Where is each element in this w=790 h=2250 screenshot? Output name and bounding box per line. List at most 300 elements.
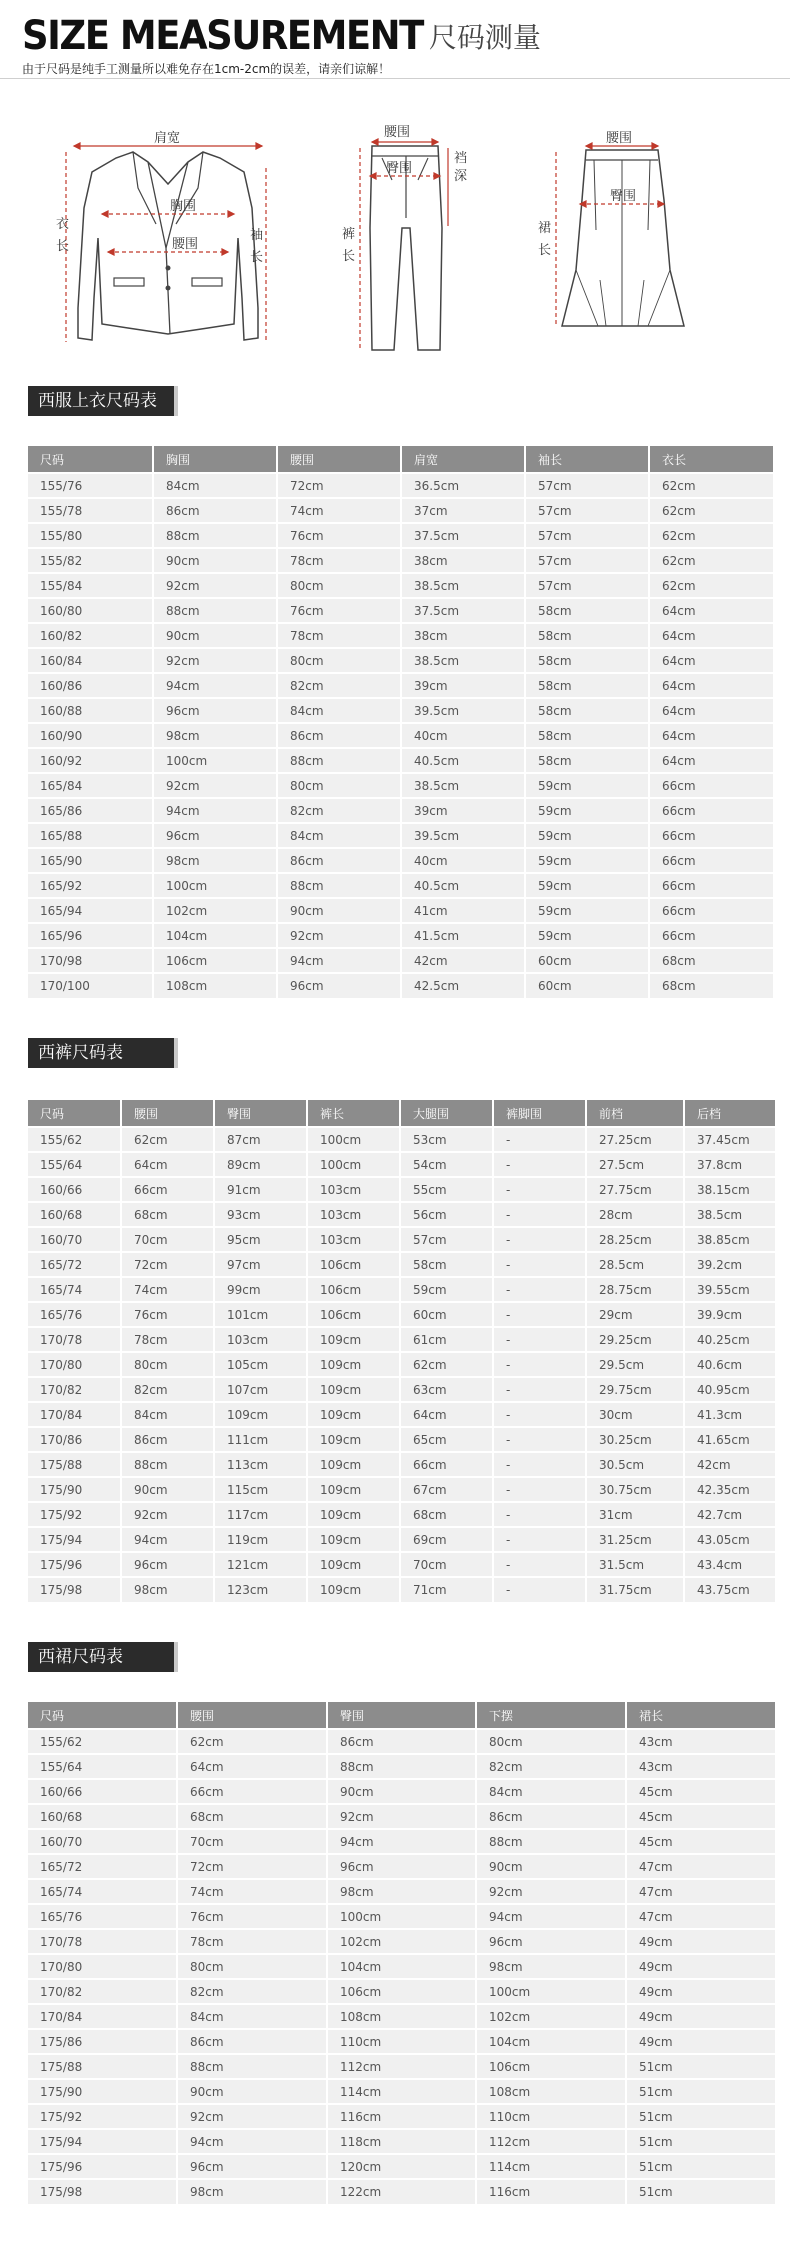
table-cell: 119cm [214,1527,307,1552]
table-cell: 165/90 [28,848,153,873]
table-cell: 58cm [400,1252,493,1277]
table-cell: 40.95cm [684,1377,775,1402]
table-cell: 64cm [400,1402,493,1427]
table-cell: 62cm [649,473,773,498]
table-cell: 59cm [525,773,649,798]
table-cell: 92cm [177,2104,327,2129]
table-cell: 86cm [277,723,401,748]
table-cell: 121cm [214,1552,307,1577]
table-cell: 86cm [476,1804,626,1829]
table-row [28,1552,775,1577]
table-cell: 39.2cm [684,1252,775,1277]
table-cell: 84cm [153,473,277,498]
table-cell: 155/76 [28,473,153,498]
table-cell: 170/86 [28,1427,121,1452]
table-row [28,1127,775,1152]
table-cell: 109cm [307,1552,400,1577]
table-cell: 109cm [307,1427,400,1452]
pants-hip-label: 臀围 [386,161,413,176]
table-cell: 175/96 [28,1552,121,1577]
table-cell: 45cm [626,1829,775,1854]
table-cell: 66cm [649,823,773,848]
table-cell: - [493,1552,586,1577]
table-cell: 51cm [626,2104,775,2129]
table-row [28,1929,775,1954]
table-cell: 28.75cm [586,1277,684,1302]
table-cell: 92cm [153,773,277,798]
table-cell: 170/100 [28,973,153,998]
table-cell: 165/72 [28,1252,121,1277]
table-cell: 29.25cm [586,1327,684,1352]
table-row [28,1979,775,2004]
table-cell: 90cm [153,548,277,573]
table-cell: 103cm [307,1227,400,1252]
table-row [28,473,773,498]
table-cell: 84cm [277,823,401,848]
table-cell: 68cm [649,948,773,973]
column-header: 腰围 [277,446,401,473]
table-cell: 155/82 [28,548,153,573]
table-cell: 100cm [153,748,277,773]
table-cell: 100cm [476,1979,626,2004]
column-header: 臀围 [214,1100,307,1127]
table-cell: 90cm [153,623,277,648]
table-cell: 43.4cm [684,1552,775,1577]
table-cell: 78cm [121,1327,214,1352]
table-cell: 155/64 [28,1152,121,1177]
table-cell: - [493,1227,586,1252]
table-cell: 165/84 [28,773,153,798]
table-cell: 102cm [476,2004,626,2029]
table-cell: 175/90 [28,2079,177,2104]
table-cell: 58cm [525,698,649,723]
table-cell: 175/98 [28,2179,177,2204]
table-cell: 37.5cm [401,598,525,623]
pants-rise-label-1: 裆 [454,151,468,166]
table-row [28,1829,775,1854]
table-cell: 49cm [626,1979,775,2004]
table-cell: 80cm [277,573,401,598]
table-cell: 96cm [277,973,401,998]
table-cell: 68cm [649,973,773,998]
table-cell: 80cm [277,648,401,673]
table-cell: 100cm [327,1904,476,1929]
table-cell: 71cm [400,1577,493,1602]
table-cell: 72cm [177,1854,327,1879]
table-cell: 80cm [277,773,401,798]
table-cell: 175/92 [28,2104,177,2129]
table-cell: 64cm [649,723,773,748]
table-cell: 41.65cm [684,1427,775,1452]
table-cell: 59cm [525,798,649,823]
table-cell: - [493,1252,586,1277]
table-cell: 82cm [277,798,401,823]
column-header: 裙长 [626,1702,775,1729]
table-row [28,948,773,973]
table-row [28,1779,775,1804]
jacket-table-title: 西服上衣尺码表 [28,386,174,416]
table-cell: 92cm [476,1879,626,1904]
table-cell: 106cm [153,948,277,973]
jacket-shoulder-label: 肩宽 [154,131,181,146]
table-cell: 47cm [626,1904,775,1929]
table-cell: 92cm [327,1804,476,1829]
column-header: 前档 [586,1100,684,1127]
table-cell: 37cm [401,498,525,523]
table-cell: 86cm [327,1729,476,1754]
table-cell: 68cm [177,1804,327,1829]
table-cell: 40cm [401,848,525,873]
skirt-length-label-2: 长 [538,243,552,258]
table-cell: 98cm [153,848,277,873]
column-header: 后档 [684,1100,775,1127]
table-cell: 62cm [121,1127,214,1152]
table-cell: - [493,1327,586,1352]
table-cell: 84cm [277,698,401,723]
table-cell: 88cm [121,1452,214,1477]
table-cell: 76cm [277,523,401,548]
table-cell: 47cm [626,1854,775,1879]
table-row [28,2029,775,2054]
table-row [28,2154,775,2179]
table-cell: - [493,1177,586,1202]
table-cell: 82cm [177,1979,327,2004]
table-cell: 84cm [121,1402,214,1427]
table-cell: 165/86 [28,798,153,823]
table-cell: 56cm [400,1202,493,1227]
table-cell: 42cm [684,1452,775,1477]
table-cell: 170/82 [28,1979,177,2004]
table-cell: 175/94 [28,2129,177,2154]
table-cell: 51cm [626,2179,775,2204]
table-cell: 109cm [307,1352,400,1377]
table-cell: 78cm [177,1929,327,1954]
jacket-size-table [28,446,773,998]
table-cell: 40.5cm [401,748,525,773]
table-cell: 90cm [277,898,401,923]
table-row [28,873,773,898]
table-cell: 59cm [525,848,649,873]
table-cell: 170/80 [28,1954,177,1979]
table-cell: 63cm [400,1377,493,1402]
table-cell: 57cm [525,523,649,548]
column-header: 下摆 [476,1702,626,1729]
table-cell: 155/62 [28,1729,177,1754]
table-cell: 43cm [626,1729,775,1754]
table-row [28,1804,775,1829]
table-cell: 57cm [525,473,649,498]
table-cell: 109cm [307,1377,400,1402]
table-cell: 41.5cm [401,923,525,948]
table-cell: 170/80 [28,1352,121,1377]
table-cell: 104cm [476,2029,626,2054]
table-cell: 94cm [153,798,277,823]
header-divider [0,78,790,79]
table-cell: 88cm [153,598,277,623]
table-row [28,1252,775,1277]
page-header [22,14,541,62]
table-cell: 74cm [177,1879,327,1904]
table-cell: - [493,1527,586,1552]
table-cell: 92cm [153,573,277,598]
table-row [28,1577,775,1602]
table-cell: 88cm [277,748,401,773]
table-row [28,848,773,873]
table-cell: 58cm [525,748,649,773]
table-cell: 31.5cm [586,1552,684,1577]
pants-length-label-1: 裤 [342,227,356,242]
table-row [28,1352,775,1377]
table-cell: 102cm [327,1929,476,1954]
table-cell: 54cm [400,1152,493,1177]
table-cell: 58cm [525,623,649,648]
table-cell: 41.3cm [684,1402,775,1427]
table-cell: 39cm [401,673,525,698]
page-title-cn: 尺码测量 [428,21,541,54]
table-cell: 109cm [307,1452,400,1477]
table-cell: 160/88 [28,698,153,723]
table-cell: 40.5cm [401,873,525,898]
table-row [28,1879,775,1904]
table-cell: 91cm [214,1177,307,1202]
table-cell: 170/84 [28,1402,121,1427]
table-cell: 109cm [307,1527,400,1552]
table-cell: 53cm [400,1127,493,1152]
table-cell: 64cm [649,623,773,648]
table-cell: - [493,1577,586,1602]
table-cell: 90cm [121,1477,214,1502]
table-cell: 59cm [525,873,649,898]
table-cell: 76cm [121,1302,214,1327]
table-cell: 68cm [121,1202,214,1227]
table-cell: 31cm [586,1502,684,1527]
table-cell: 38.5cm [401,773,525,798]
table-header-row [28,446,773,473]
table-row [28,1402,775,1427]
table-cell: 37.5cm [401,523,525,548]
table-cell: 94cm [277,948,401,973]
table-cell: 27.5cm [586,1152,684,1177]
table-cell: 160/68 [28,1202,121,1227]
table-cell: 96cm [121,1552,214,1577]
table-cell: 100cm [307,1127,400,1152]
table-cell: - [493,1202,586,1227]
table-cell: 51cm [626,2154,775,2179]
table-row [28,723,773,748]
table-cell: 51cm [626,2129,775,2154]
table-cell: 57cm [525,573,649,598]
table-cell: 66cm [649,773,773,798]
table-cell: 70cm [121,1227,214,1252]
table-cell: 62cm [400,1352,493,1377]
table-cell: 49cm [626,2004,775,2029]
table-cell: 94cm [121,1527,214,1552]
table-cell: 155/78 [28,498,153,523]
table-cell: 165/96 [28,923,153,948]
table-cell: 59cm [400,1277,493,1302]
table-cell: 98cm [476,1954,626,1979]
table-cell: 38.5cm [401,573,525,598]
table-cell: 61cm [400,1327,493,1352]
table-cell: 165/92 [28,873,153,898]
table-cell: 155/84 [28,573,153,598]
table-cell: 59cm [525,898,649,923]
table-cell: 72cm [121,1252,214,1277]
table-cell: 80cm [476,1729,626,1754]
table-cell: 96cm [153,823,277,848]
table-cell: 66cm [649,898,773,923]
table-cell: 76cm [177,1904,327,1929]
table-cell: 39.5cm [401,698,525,723]
table-cell: 96cm [153,698,277,723]
table-cell: 66cm [649,873,773,898]
table-cell: 106cm [307,1277,400,1302]
table-cell: - [493,1377,586,1402]
table-row [28,2004,775,2029]
table-cell: 64cm [649,748,773,773]
table-row [28,648,773,673]
table-cell: 106cm [307,1302,400,1327]
column-header: 臀围 [327,1702,476,1729]
table-cell: 70cm [400,1552,493,1577]
table-cell: 98cm [327,1879,476,1904]
table-row [28,773,773,798]
table-cell: 40.25cm [684,1327,775,1352]
table-cell: 68cm [400,1502,493,1527]
table-cell: 114cm [476,2154,626,2179]
table-cell: 55cm [400,1177,493,1202]
table-cell: 160/80 [28,598,153,623]
table-cell: 39.55cm [684,1277,775,1302]
table-cell: 31.75cm [586,1577,684,1602]
table-cell: 110cm [476,2104,626,2129]
table-cell: - [493,1427,586,1452]
table-cell: 80cm [121,1352,214,1377]
table-cell: 160/70 [28,1829,177,1854]
table-cell: 40.6cm [684,1352,775,1377]
table-cell: 165/74 [28,1879,177,1904]
table-cell: 109cm [307,1327,400,1352]
table-cell: 58cm [525,648,649,673]
table-cell: 64cm [649,598,773,623]
table-cell: 100cm [307,1152,400,1177]
table-cell: 58cm [525,673,649,698]
table-cell: 175/90 [28,1477,121,1502]
table-cell: 65cm [400,1427,493,1452]
jacket-sleeve-label: 袖 长 [250,228,264,265]
pants-diagram [340,118,480,360]
table-cell: 90cm [327,1779,476,1804]
table-cell: 165/74 [28,1277,121,1302]
table-cell: 67cm [400,1477,493,1502]
table-row [28,1327,775,1352]
table-row [28,1177,775,1202]
table-cell: 57cm [525,548,649,573]
table-cell: 99cm [214,1277,307,1302]
table-cell: 109cm [307,1502,400,1527]
table-cell: 155/80 [28,523,153,548]
table-cell: 88cm [277,873,401,898]
table-cell: 51cm [626,2079,775,2104]
table-cell: 42.5cm [401,973,525,998]
table-cell: 86cm [277,848,401,873]
table-cell: 29.5cm [586,1352,684,1377]
table-cell: 78cm [277,623,401,648]
table-cell: 155/62 [28,1127,121,1152]
table-cell: 45cm [626,1804,775,1829]
table-cell: 66cm [649,848,773,873]
column-header: 肩宽 [401,446,525,473]
table-cell: - [493,1477,586,1502]
table-cell: 62cm [649,573,773,598]
column-header: 尺码 [28,1100,121,1127]
table-cell: 38cm [401,623,525,648]
table-cell: 108cm [153,973,277,998]
table-cell: 160/84 [28,648,153,673]
table-cell: 82cm [277,673,401,698]
table-cell: 29cm [586,1302,684,1327]
column-header: 大腿围 [400,1100,493,1127]
jacket-length-label-1: 衣 [56,217,70,232]
table-cell: 84cm [177,2004,327,2029]
table-cell: 86cm [121,1427,214,1452]
table-row [28,573,773,598]
table-row [28,1452,775,1477]
table-cell: 111cm [214,1427,307,1452]
pants-length-label-2: 长 [342,249,356,264]
table-cell: 100cm [153,873,277,898]
table-cell: 102cm [153,898,277,923]
table-row [28,1502,775,1527]
table-cell: 62cm [649,548,773,573]
skirt-size-table [28,1702,775,2204]
column-header: 袖长 [525,446,649,473]
table-cell: 64cm [177,1754,327,1779]
table-cell: 106cm [476,2054,626,2079]
table-cell: 39.9cm [684,1302,775,1327]
table-cell: 80cm [177,1954,327,1979]
table-header-row [28,1702,775,1729]
table-cell: 49cm [626,1929,775,1954]
table-cell: 88cm [153,523,277,548]
table-cell: 30cm [586,1402,684,1427]
skirt-hip-label: 臀围 [610,189,637,204]
table-cell: 82cm [121,1377,214,1402]
table-cell: 37.8cm [684,1152,775,1177]
table-row [28,1152,775,1177]
table-cell: 64cm [649,648,773,673]
table-cell: 66cm [649,798,773,823]
table-cell: 28.5cm [586,1252,684,1277]
table-cell: 39cm [401,798,525,823]
pants-table-title: 西裤尺码表 [28,1038,174,1068]
jacket-waist-label: 腰围 [172,237,199,252]
table-cell: 72cm [277,473,401,498]
table-row [28,2129,775,2154]
table-cell: 38.5cm [401,648,525,673]
table-cell: - [493,1152,586,1177]
skirt-diagram [536,130,706,340]
table-cell: 165/88 [28,823,153,848]
table-cell: 170/78 [28,1929,177,1954]
table-cell: 57cm [400,1227,493,1252]
jacket-diagram [58,128,278,360]
table-cell: 59cm [525,823,649,848]
table-cell: 106cm [307,1252,400,1277]
table-cell: 106cm [327,1979,476,2004]
table-cell: 76cm [277,598,401,623]
table-row [28,973,773,998]
